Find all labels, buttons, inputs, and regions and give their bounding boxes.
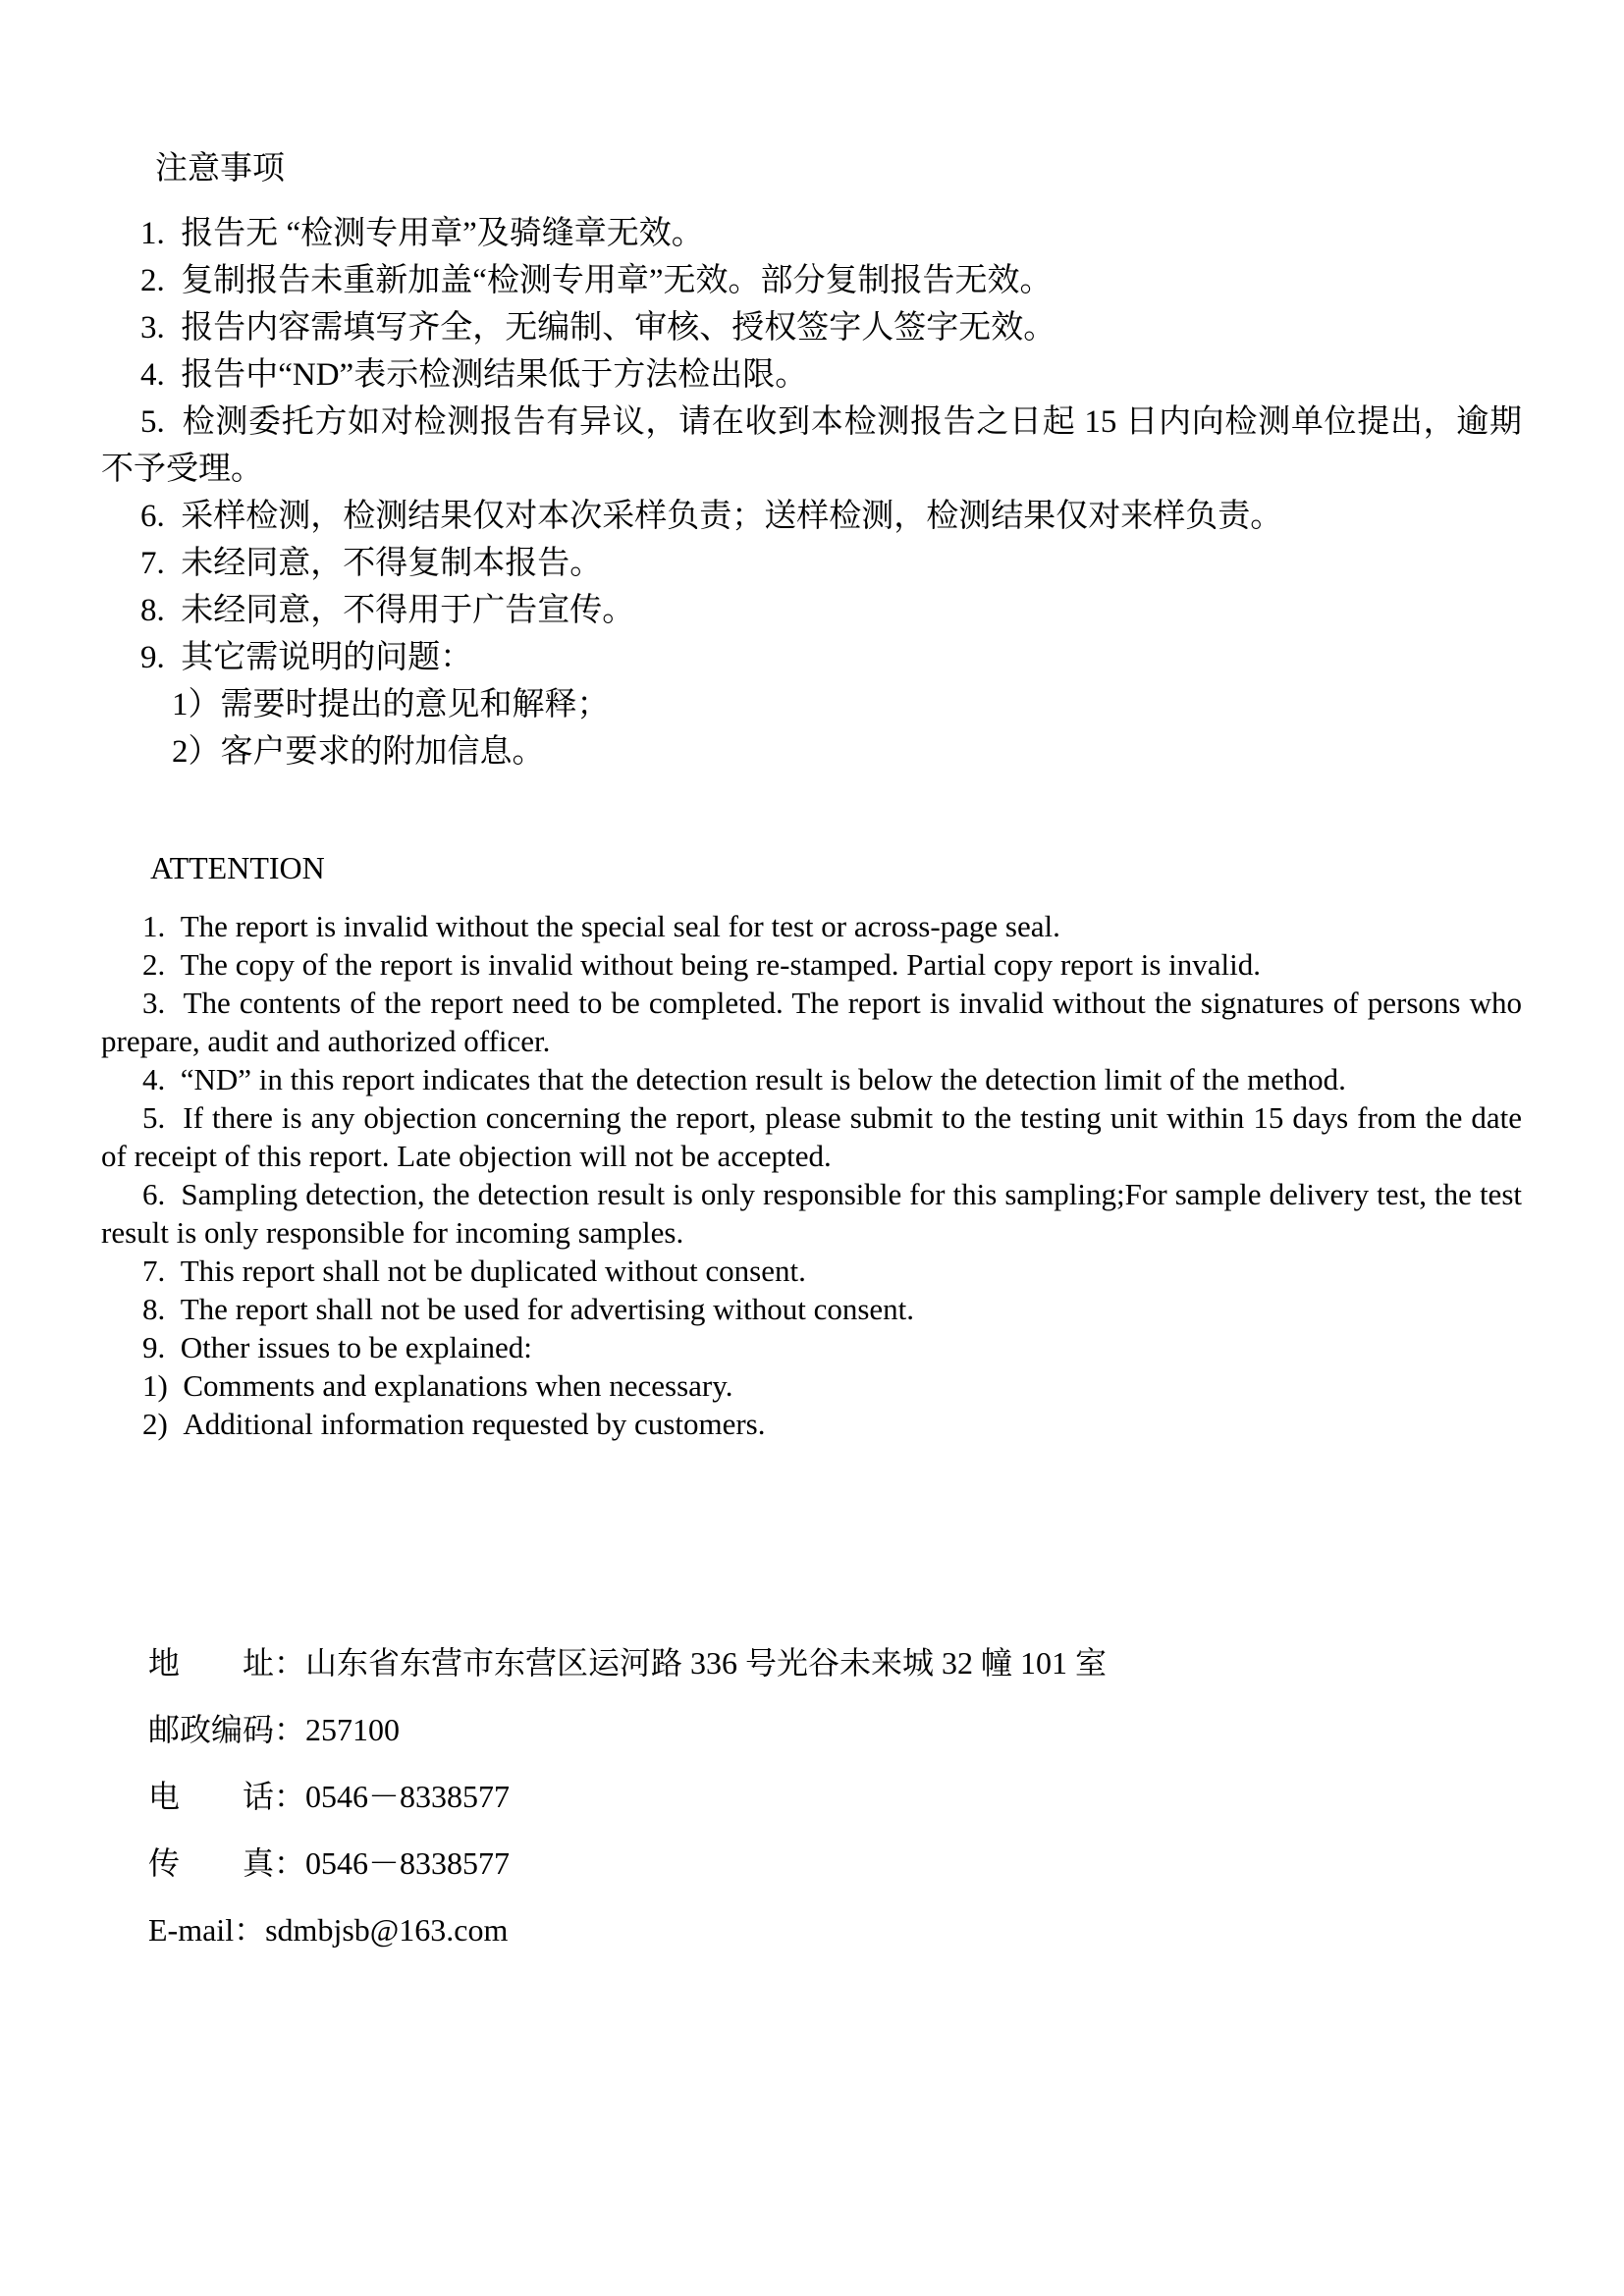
contact-label-telephone: 电 话：: [148, 1779, 306, 1814]
contact-value-postal-code: 257100: [305, 1712, 401, 1747]
chinese-notice-item-9: 9. 其它需说明的问题：: [140, 640, 473, 675]
english-notice-item-8: 8. The report shall not be used for advertising without consent.: [142, 1292, 915, 1326]
chinese-notice-title: 注意事项: [155, 151, 285, 187]
contact-value-telephone: 0546－8338577: [305, 1779, 511, 1814]
english-notice-item-6: 6. Sampling detection, the detection result is only responsible for this sampling;For sample delivery test, the test result is only responsible for incoming samples.: [101, 1177, 1522, 1250]
chinese-notice-subitem-2: 2）客户要求的附加信息。: [172, 734, 545, 770]
contact-value-address: 山东省东营市东营区运河路 336 号光谷未来城 32 幢 101 室: [305, 1645, 1108, 1681]
english-notice-item-7: 7. This report shall not be duplicated without consent.: [142, 1254, 806, 1288]
contact-label-postal-code: 邮政编码：: [148, 1712, 306, 1747]
chinese-notice-item-4: 4. 报告中“ND”表示检测结果低于方法检出限。: [140, 357, 808, 393]
chinese-notice-item-7: 7. 未经同意，不得复制本报告。: [140, 546, 603, 581]
chinese-notice-item-1: 1. 报告无 “检测专用章”及骑缝章无效。: [140, 216, 704, 251]
chinese-notice-item-5: 5. 检测委托方如对检测报告有异议，请在收到本检测报告之日起 15 日内向检测单位提出，逾期不予受理。: [101, 404, 1522, 487]
contact-value-fax: 0546－8338577: [305, 1845, 511, 1881]
chinese-notice-section: [101, 147, 1522, 775]
english-notice-subitem-1: 1) Comments and explanations when necessary.: [142, 1368, 733, 1403]
contact-label-address: 地 址：: [148, 1645, 306, 1681]
contact-label-email: E-mail：: [148, 1912, 266, 1948]
english-notice-subitem-2: 2) Additional information requested by customers.: [142, 1407, 766, 1441]
attention-heading: ATTENTION: [150, 850, 325, 885]
contact-row-postal-code: [148, 1696, 1522, 1763]
english-notice-item-1: 1. The report is invalid without the special seal for test or across-page seal.: [142, 909, 1060, 943]
chinese-notice-item-2: 2. 复制报告未重新加盖“检测专用章”无效。部分复制报告无效。: [140, 263, 1053, 298]
english-notice-item-4: 4. “ND” in this report indicates that the detection result is below the detection limit of the method.: [142, 1062, 1346, 1096]
contact-label-fax: 传 真：: [148, 1845, 306, 1881]
english-notice-item-9: 9. Other issues to be explained:: [142, 1330, 532, 1364]
contact-row-telephone: [148, 1763, 1522, 1830]
english-notice-item-2: 2. The copy of the report is invalid without being re-stamped. Partial copy report is invalid.: [142, 947, 1261, 982]
english-notice-item-5: 5. If there is any objection concerning the report, please submit to the testing unit within 15 days from the date of receipt of this report. Late objection will not be accepted.: [101, 1100, 1522, 1173]
english-notice-section: [101, 848, 1522, 1443]
chinese-notice-item-3: 3. 报告内容需填写齐全，无编制、审核、授权签字人签字无效。: [140, 310, 1056, 346]
contact-row-fax: [148, 1830, 1522, 1896]
chinese-notice-subitem-1: 1）需要时提出的意见和解释；: [172, 687, 610, 722]
contact-row-address: [148, 1629, 1522, 1696]
contact-value-email: sdmbjsb@163.com: [265, 1912, 509, 1948]
english-notice-item-3: 3. The contents of the report need to be completed. The report is invalid without the signatures of persons who prepare, audit and authorized officer.: [101, 986, 1522, 1058]
chinese-notice-item-6: 6. 采样检测，检测结果仅对本次采样负责；送样检测，检测结果仅对来样负责。: [140, 499, 1283, 534]
contact-row-email: [148, 1896, 1522, 1963]
chinese-notice-item-8: 8. 未经同意，不得用于广告宣传。: [140, 593, 635, 628]
contact-section: [148, 1629, 1522, 1963]
